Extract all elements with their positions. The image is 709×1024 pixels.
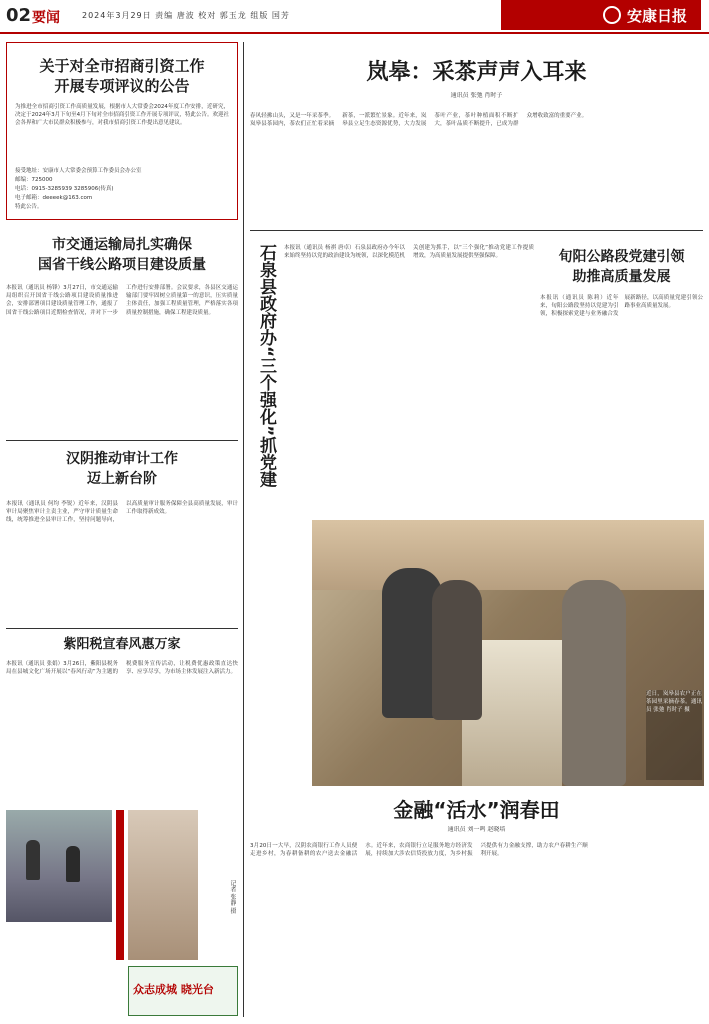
audit-title-line1: 汉阴推动审计工作 bbox=[66, 451, 178, 467]
lanhao-byline: 通讯员 张弛 肖时子 bbox=[450, 92, 503, 99]
ziyang-body: 本报讯（通讯员 张娟）3月26日，紫阳县税务局在县城文化广场开展以“春风行动”为主题的税费服务宣传活动，让税费优惠政策直达快享、应享尽享，为市场主体发展注入新活力。 bbox=[6, 661, 238, 676]
transport-title-line2: 国省干线公路项目建设质量 bbox=[38, 257, 206, 273]
photo-person-right bbox=[562, 580, 626, 786]
page-header bbox=[0, 0, 709, 30]
xunyang-title-line1: 旬阳公路段党建引领 bbox=[558, 249, 685, 265]
page-number: 02 bbox=[6, 5, 32, 26]
photo-person-middle bbox=[432, 580, 482, 720]
transport-title-line1: 市交通运输局扎实确保 bbox=[52, 237, 192, 253]
finance-title: 金融“活水”润春田 bbox=[393, 798, 560, 822]
notice-email: 电子邮箱：deeeek@163.com bbox=[15, 195, 93, 201]
ziyang-title: 紫阳税宣春风惠万家 bbox=[63, 637, 181, 652]
notice-title-line2: 开展专项评议的公告 bbox=[54, 77, 190, 95]
audit-title-line2: 迈上新台阶 bbox=[87, 471, 157, 487]
header-rule bbox=[0, 32, 709, 34]
divider bbox=[6, 440, 238, 441]
section-name: 要闻 bbox=[32, 10, 60, 26]
photo-figure bbox=[26, 840, 40, 880]
bottom-logo-box bbox=[128, 966, 238, 1016]
notice-phone: 电话：0915-3285939 3285906(传真) bbox=[15, 186, 114, 192]
divider bbox=[250, 230, 703, 231]
column-rule bbox=[243, 42, 244, 1017]
brand-banner bbox=[501, 0, 701, 30]
divider bbox=[6, 628, 238, 629]
photo-figure bbox=[66, 846, 80, 882]
notice-signoff: 特此公告。 bbox=[15, 204, 43, 210]
finance-byline: 通讯员 刘一鸣 赵晓培 bbox=[447, 826, 506, 833]
photo-credit-left: 记者 张静 摄 bbox=[229, 880, 236, 914]
notice-zip: 邮编：725000 bbox=[15, 177, 53, 183]
dateline: 2024年3月29日 责编 唐波 校对 郭玉龙 组版 国芳 bbox=[82, 11, 290, 20]
lanhao-title: 岚皋：采茶声声入耳来 bbox=[366, 60, 587, 85]
shiquan-body: 本报讯（通讯员 杨祺 唐卓）石泉县政府办今年以来始终坚持以党的政治建设为统领，以深化模范机关创建为抓手，以“三个强化”推动党建工作提质增效，为高质量发展提供坚强保障。 bbox=[284, 245, 534, 260]
lanhao-body: 春风轻拂山头，又是一年采茶季。岚皋县茶园内，茶农们正忙着采摘新茶，一派繁忙景象。近年来，岚皋县立足生态资源优势，大力发展茶叶产业，茶叶种植面积不断扩大，茶叶品质不断提升，已成为群众增收致富的重要产业。 bbox=[250, 113, 588, 128]
caption-bar bbox=[116, 810, 124, 960]
xunyang-title-line2: 助推高质量发展 bbox=[572, 269, 671, 285]
shiquan-vertical-title: 石泉县政府办“三个强化”抓党建 bbox=[256, 244, 276, 488]
brand-logo-icon bbox=[603, 6, 621, 24]
notice-title-line1: 关于对全市招商引资工作 bbox=[39, 57, 205, 75]
photo-street bbox=[6, 810, 112, 922]
photo-interior bbox=[128, 810, 198, 960]
transport-body: 本报讯（通讯员 杨锋）3月27日，市交通运输局组织召开国省干线公路项目建设质量推进会，安排部署项目建设质量管理工作，通报了国省干线公路项目近期检查情况，并对下一步工作进行安排部署。会议要求，各县区交通运输部门要牢固树立质量第一的意识，压实质量主体责任，加强工程质量管理，严格落实各项质量控制措施，确保工程建设质量。 bbox=[6, 285, 238, 316]
notice-address: 接受地址：安康市人大常委会预算工作委员会办公室 bbox=[15, 168, 142, 174]
audit-body: 本报讯（通讯员 何均 李锐）近年来，汉阴县审计局聚焦审计主责主业，严守审计质量生命线，统筹推进全县审计工作，坚持问题导向，以高质量审计服务保障全县高质量发展，审计工作取得新成效。 bbox=[6, 501, 238, 524]
notice-box bbox=[6, 42, 238, 220]
brand-name: 安康日报 bbox=[626, 6, 687, 25]
xunyang-body: 本报讯（通讯员 陈莉）近年来，旬阳公路段坚持以党建为引领，积极探索党建与业务融合发展新路径，以高质量党建引领公路事业高质量发展。 bbox=[540, 295, 703, 318]
finance-body: 3月20日一大早，汉阴农商银行工作人员便走进乡村，为春耕备耕的农户送去金融活水。近年来，农商银行立足服务地方经济发展，持续加大涉农信贷投放力度，为乡村振兴提供有力金融支撑，助力农户春耕生产顺利开展。 bbox=[250, 843, 588, 858]
photo-caption-right: 近日，岚皋县农户正在茶园里采摘春茶。通讯员 张弛 肖时子 摄 bbox=[646, 690, 702, 780]
bottom-logo-text: 众志成城 晓光台 bbox=[133, 983, 214, 996]
photo-shelves bbox=[312, 520, 704, 590]
notice-body: 为推进全市招商引资工作高质量发展，根据市人大常委会2024年度工作安排，近研究，决定于2024年3月下旬至4月下旬对全市招商引资工作开展专项评议，特此公告。欢迎社会各界和广大市民群众积极参与，对我市招商引资工作提出意见建议。 bbox=[15, 104, 229, 127]
